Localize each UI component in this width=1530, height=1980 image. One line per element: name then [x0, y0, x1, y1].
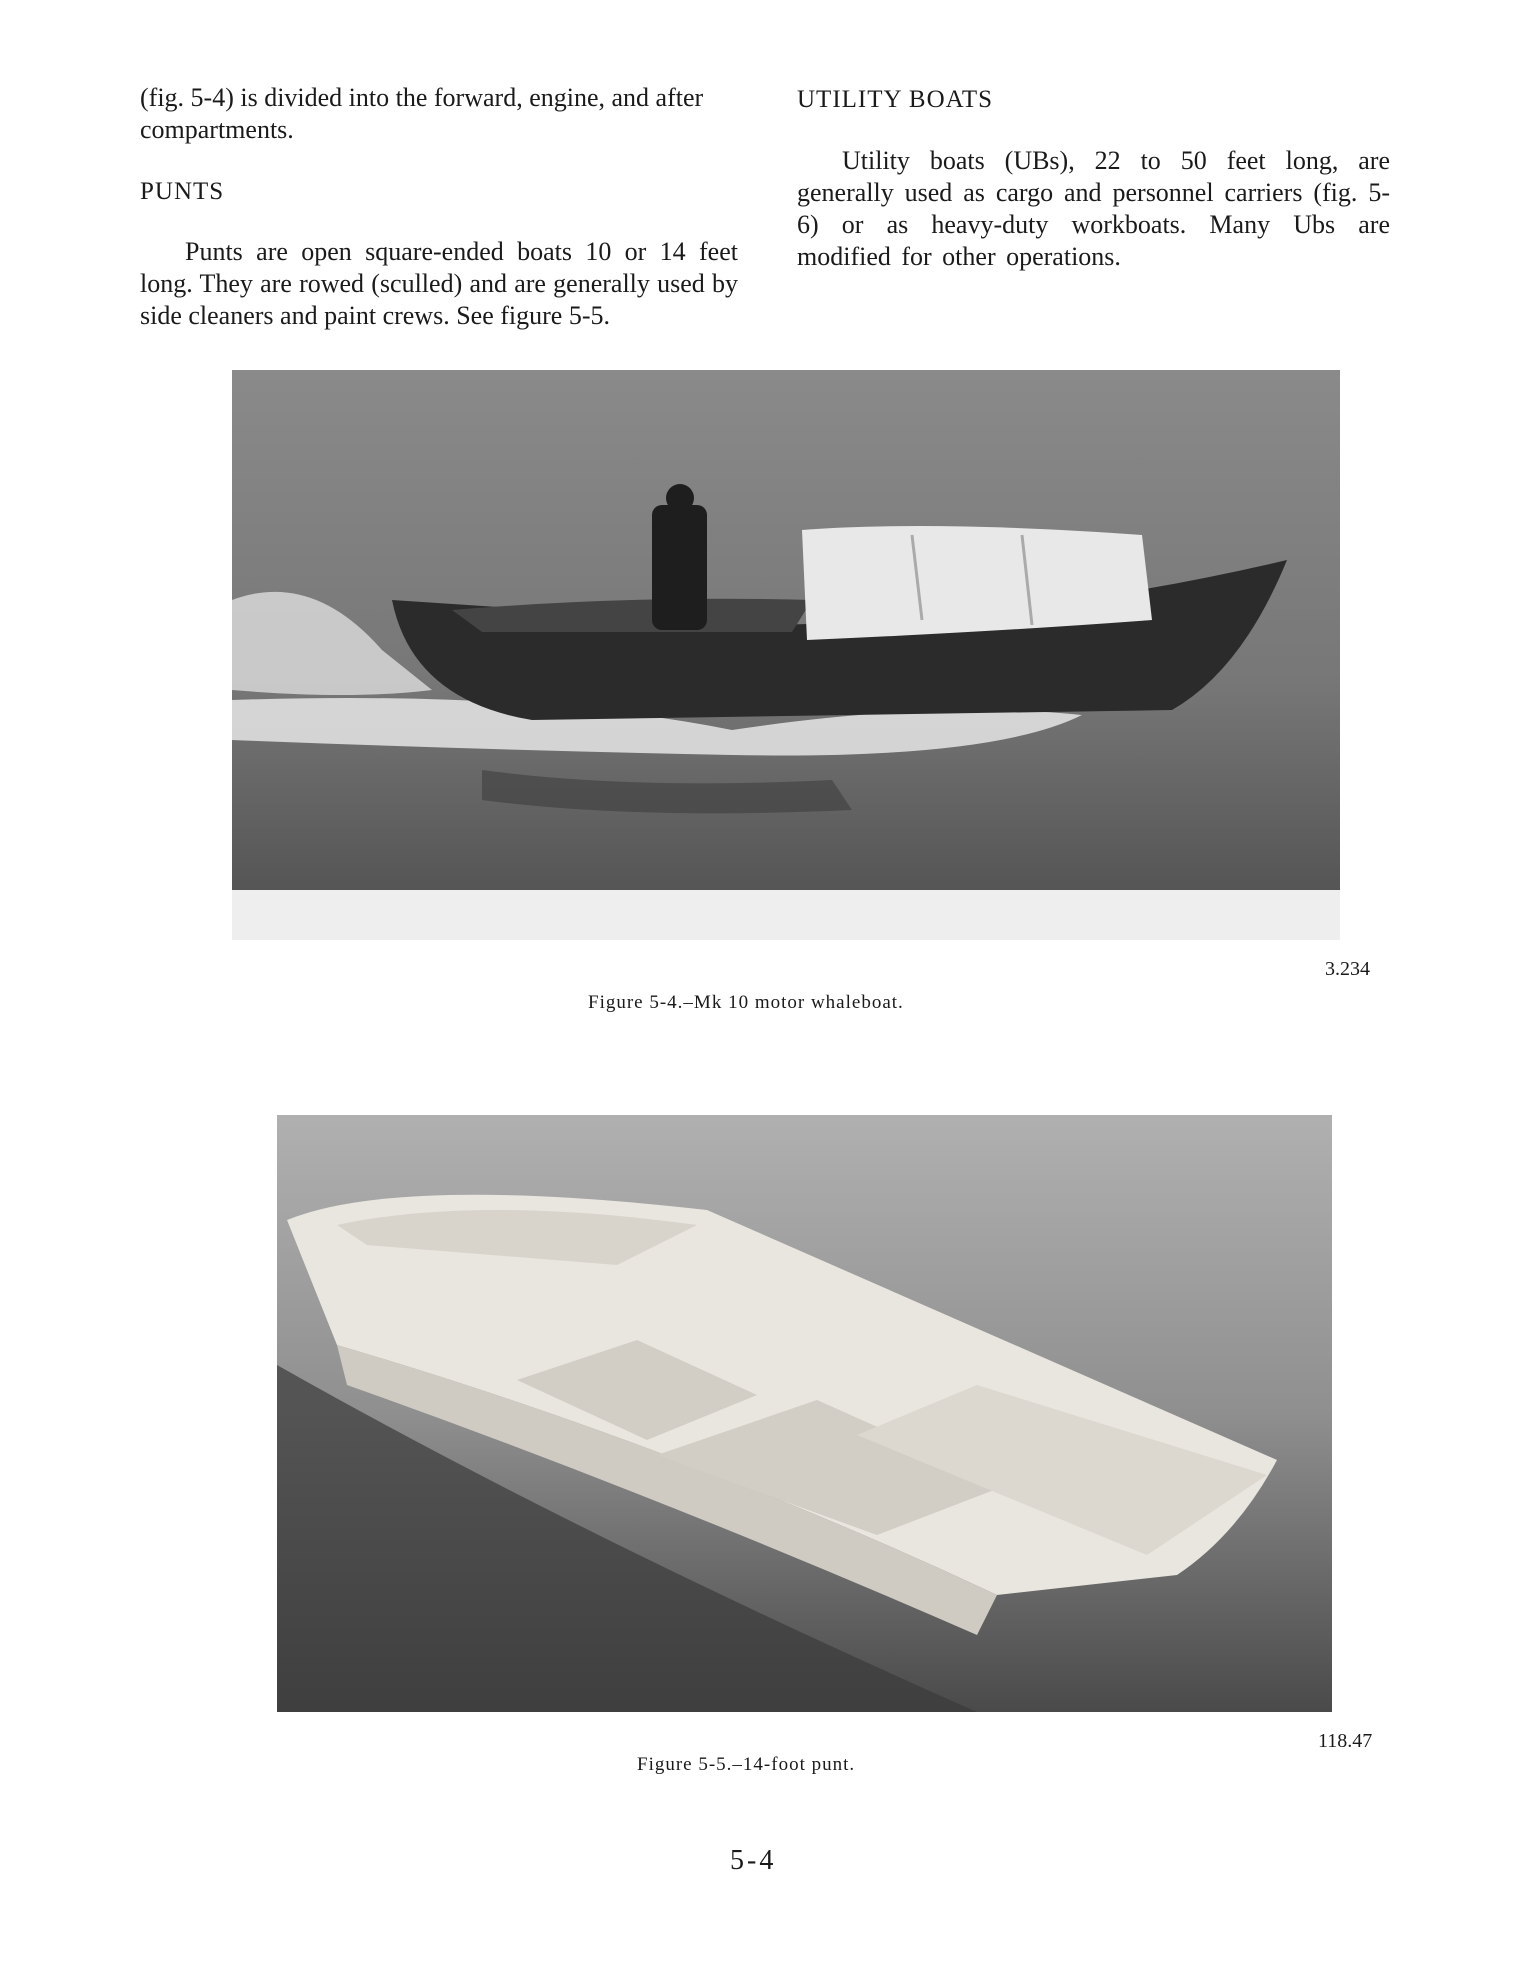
section-heading-utility-boats: UTILITY BOATS — [797, 86, 994, 113]
figure-5-4-number: 3.234 — [1325, 958, 1370, 980]
continuation-text: (fig. 5-4) is divided into the forward, engine, and after compartments. — [140, 83, 704, 144]
utility-boats-paragraph: Utility boats (UBs), 22 to 50 feet long, are generally used as cargo and personnel carriers (fig. 5-6) or as heavy-duty workboats. Many Ubs are modified for other operations. — [797, 146, 1390, 271]
figure-5-4-caption: Figure 5-4.–Mk 10 motor whaleboat. — [588, 992, 904, 1013]
page-number: 5-4 — [730, 1845, 777, 1876]
section-heading-punts: PUNTS — [140, 178, 225, 205]
punt-photo — [277, 1115, 1332, 1712]
figure-5-5-caption: Figure 5-5.–14-foot punt. — [637, 1754, 856, 1775]
punts-paragraph: Punts are open square-ended boats 10 or 14 feet long. They are rowed (sculled) and are generally used by side cleaners and paint crews. See figure 5-5. — [140, 237, 738, 330]
left-column — [140, 82, 738, 332]
whaleboat-photo — [232, 370, 1340, 940]
right-column — [797, 84, 1390, 273]
figure-5-5-number: 118.47 — [1318, 1730, 1373, 1752]
